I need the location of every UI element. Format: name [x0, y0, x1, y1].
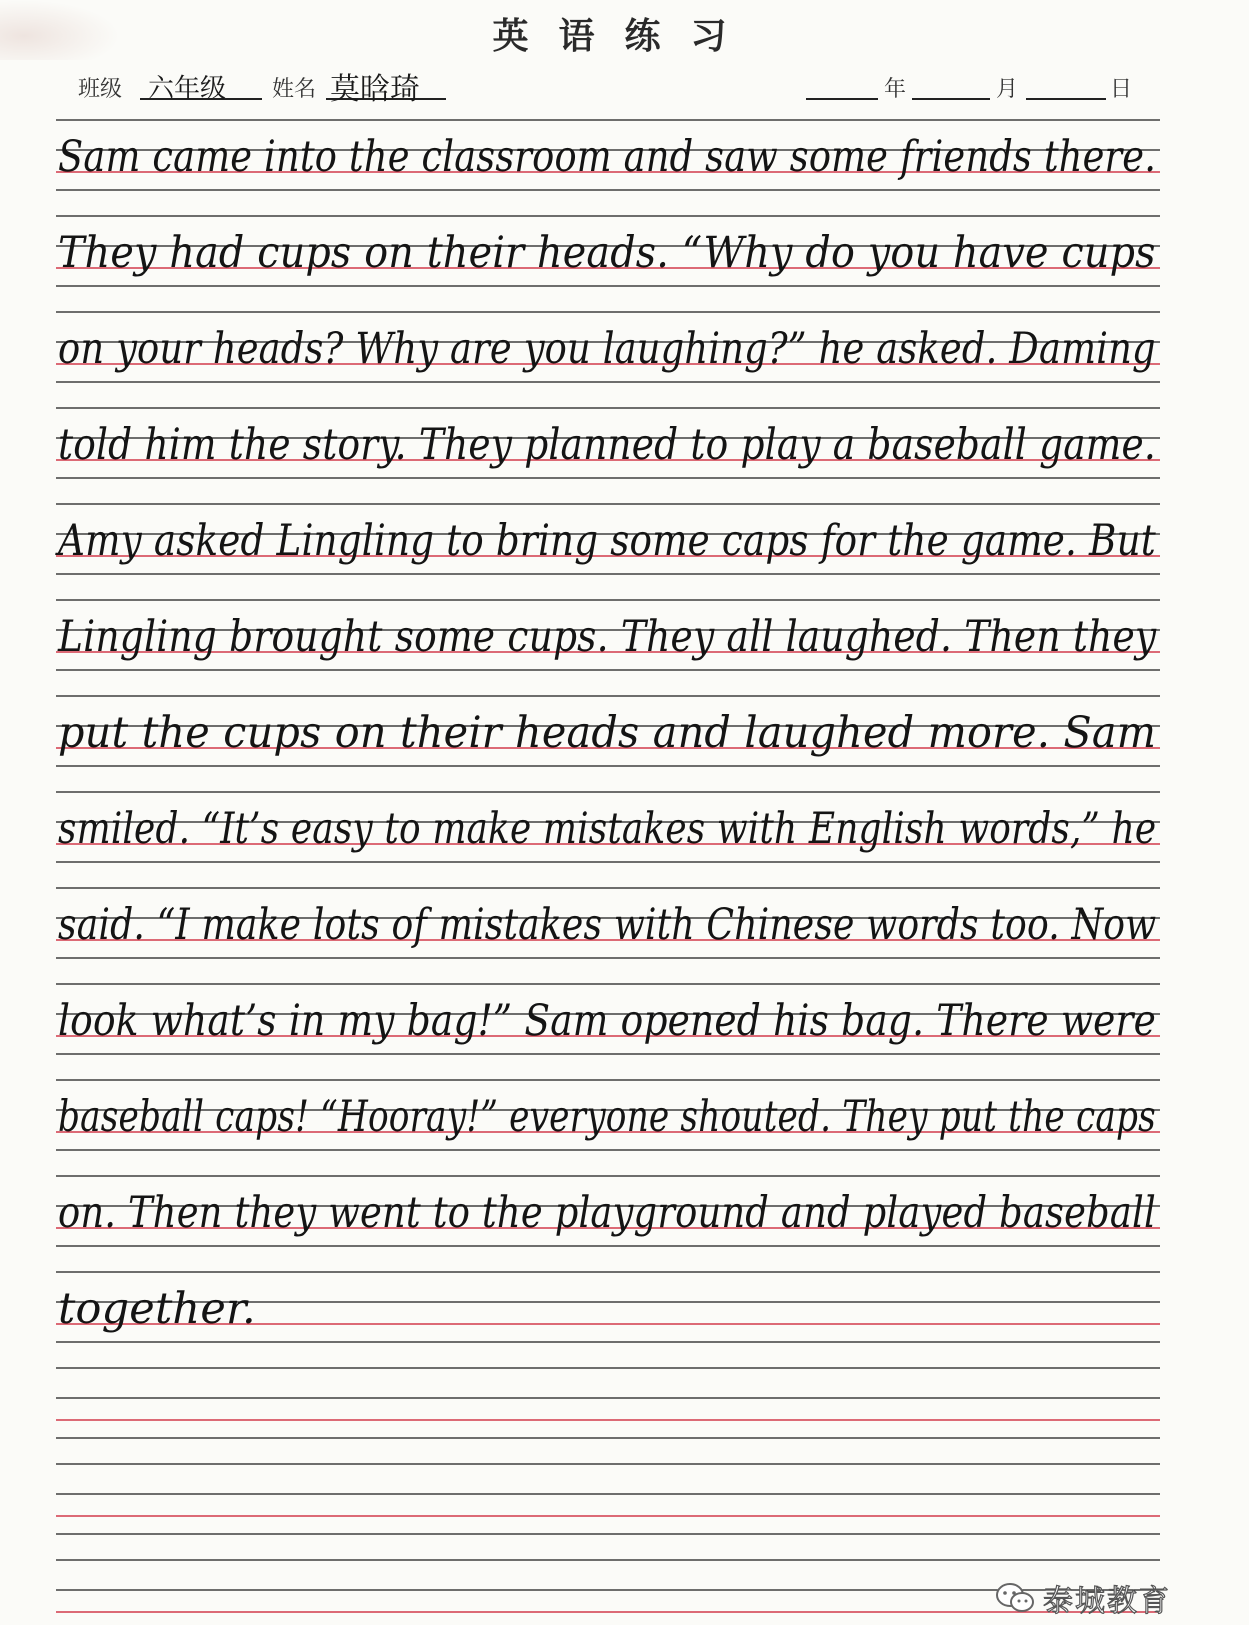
month-label: 月 [996, 77, 1019, 102]
handwritten-line: said. “I make lots of mistakes with Chinese words too. Now [58, 900, 1157, 950]
day-label: 日 [1110, 77, 1133, 102]
handwritten-line: Sam came into the classroom and saw some friends there. [58, 132, 1157, 182]
watermark [995, 1578, 1171, 1618]
name-value: 莫晗琦 [330, 72, 420, 107]
handwritten-line: Amy asked Lingling to bring some caps for the game. But [58, 516, 1156, 566]
handwritten-line: baseball caps! “Hooray!” everyone shouted. They put the caps [58, 1092, 1156, 1142]
handwritten-line: Lingling brought some cups. They all laughed. Then they [58, 612, 1157, 662]
class-label: 班级 [78, 77, 123, 102]
name-label: 姓名 [272, 77, 317, 102]
worksheet-title: 英语练习 [492, 15, 757, 57]
handwritten-line: look what’s in my bag!” Sam opened his bag. There were [58, 996, 1157, 1046]
handwritten-line: on. Then they went to the playground and played baseball [58, 1188, 1156, 1238]
watermark-text: 泰城教育 [1043, 1584, 1171, 1619]
wechat-icon [995, 1581, 1035, 1615]
handwritten-line: on your heads? Why are you laughing?” he asked. Daming [58, 324, 1156, 374]
year-label: 年 [884, 77, 907, 102]
handwritten-line: told him the story. They planned to play a baseball game. [58, 420, 1156, 470]
handwritten-line: together. [58, 1284, 256, 1334]
handwritten-line: put the cups on their heads and laughed more. Sam [58, 708, 1157, 758]
handwritten-line: smiled. “It’s easy to make mistakes with English words,” he [58, 804, 1157, 854]
class-value: 六年级 [148, 74, 227, 104]
handwritten-line: They had cups on their heads. “Why do you have cups [58, 228, 1156, 278]
